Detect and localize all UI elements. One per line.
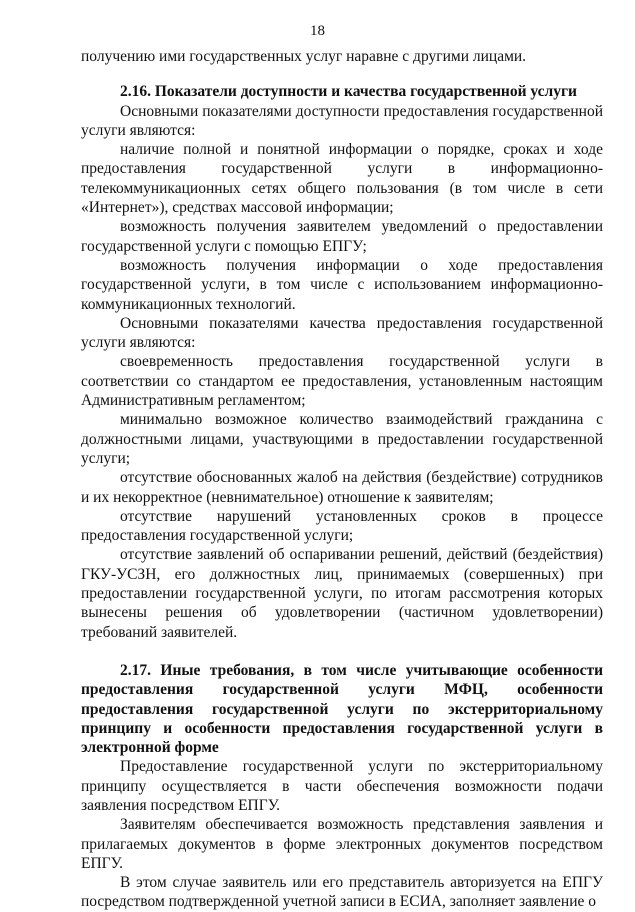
- page-number: 18: [310, 23, 325, 39]
- quality-item: отсутствие обоснованных жалоб на действия (бездействие) сотрудников и их некорректное (невнимательное) отношение к заявителям;: [81, 469, 603, 506]
- spacer: [81, 642, 603, 661]
- availability-item: наличие полной и понятной информации о порядке, сроках и ходе предоставления государственной услуги в информационно-телекоммуникационных сетях общего пользования (в том числе в сети «Интернет»), средствах массовой информации;: [81, 141, 603, 217]
- quality-item: отсутствие заявлений об оспаривании решений, действий (бездействия) ГКУ-УСЗН, его должностных лиц, принимаемых (совершенных) при предоставлении государственной услуги, по итогам рассмотрения которых вынесены решения об удовлетворении (частичном удовлетворении) требований заявителей.: [81, 546, 603, 641]
- quality-item: своевременность предоставления государственной услуги в соответствии со стандартом ее предоставления, установленным настоящим Административным регламентом;: [81, 353, 603, 410]
- quality-item: минимально возможное количество взаимодействий гражданина с должностными лицами, участвующими в предоставлении государственной услуги;: [81, 411, 603, 467]
- section-2-17-paragraph: Предоставление государственной услуги по экстерриториальному принципу осуществляется в части обеспечения возможности подачи заявления посредством ЕПГУ.: [81, 758, 603, 814]
- section-2-17-title: 2.17. Иные требования, в том числе учитывающие особенности предоставления государственной услуги МФЦ, особенности предоставления государственной услуги по экстерриториальному принципу и особенности предоставления государственной услуги в электронной форме: [81, 661, 603, 757]
- section-2-16-title: 2.16. Показатели доступности и качества государственной услуги: [120, 83, 577, 101]
- quality-item: отсутствие нарушений установленных сроков в процессе предоставления государственной услуги;: [81, 507, 603, 545]
- quality-intro: Основными показателями качества предоставления государственной услуги являются:: [81, 314, 603, 352]
- section-2-17-paragraph: Заявителям обеспечивается возможность представления заявления и прилагаемых документов в форме электронных документов посредством ЕПГУ.: [81, 816, 603, 872]
- document-body: [81, 47, 603, 912]
- spacer: [81, 66, 603, 82]
- section-2-17-paragraph: В этом случае заявитель или его представитель авторизуется на ЕПГУ посредством подтвержденной учетной записи в ЕСИА, заполняет заявление о: [81, 874, 603, 911]
- availability-item: возможность получения заявителем уведомлений о предоставлении государственной услуги с помощью ЕПГУ;: [81, 218, 603, 255]
- availability-intro: Основными показателями доступности предоставления государственной услуги являются:: [81, 102, 603, 139]
- availability-item: возможность получения информации о ходе предоставления государственной услуги, в том числе с использованием информационно-коммуникационных технологий.: [81, 256, 603, 313]
- intro-line: получению ими государственных услуг наравне с другими лицами.: [81, 48, 527, 65]
